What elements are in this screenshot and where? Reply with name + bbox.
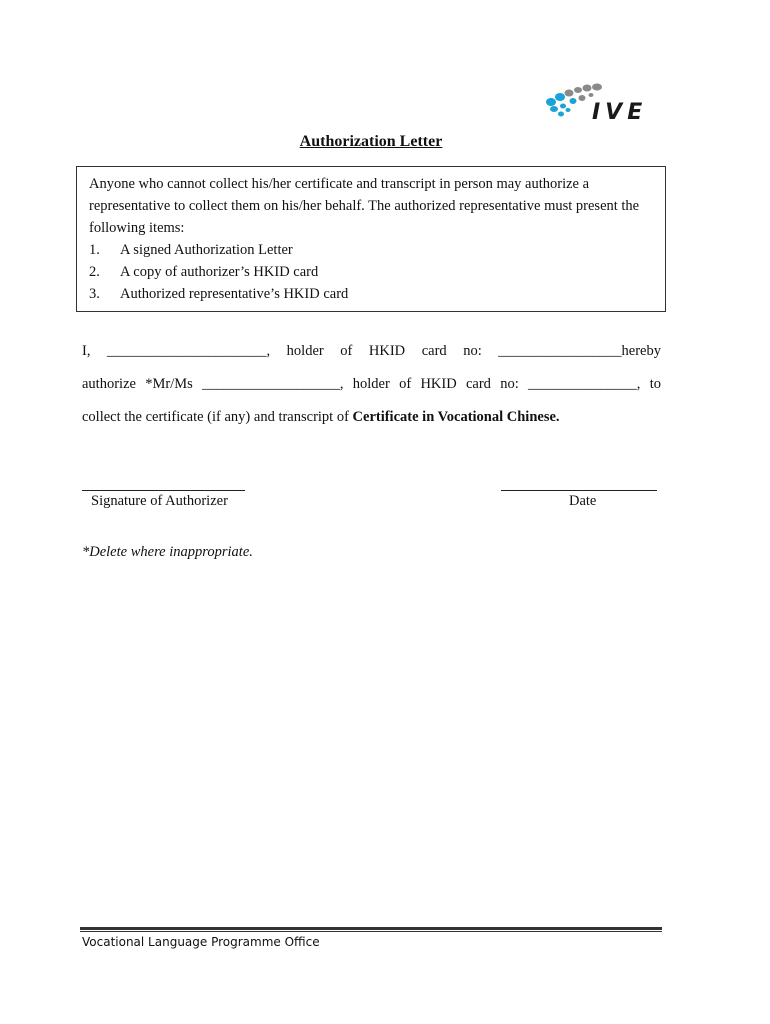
delete-note: *Delete where inappropriate. <box>82 544 253 560</box>
footer-divider <box>80 927 662 930</box>
footer-divider-thin <box>80 931 662 932</box>
footer-office: Vocational Language Programme Office <box>82 935 320 949</box>
date-label: Date <box>569 493 597 509</box>
list-item-text: A signed Authorization Letter <box>120 242 293 258</box>
list-item <box>89 239 653 261</box>
purpose-line <box>82 409 661 426</box>
representative-line: authorize *Mr/Ms ___________________, holder of HKID card no: _______________, to <box>82 376 661 392</box>
list-item <box>89 283 653 305</box>
authorizer-signature-label: Signature of Authorizer <box>91 493 228 509</box>
list-item-number: 3. <box>89 286 100 302</box>
instructions-box <box>76 166 666 312</box>
authorizer-line: I, ______________________, holder of HKID card no: _________________hereby <box>82 343 661 359</box>
list-item-number: 2. <box>89 264 100 280</box>
purpose-text: collect the certificate (if any) and transcript of <box>82 409 353 425</box>
logo-text: IVE <box>592 100 648 125</box>
list-item-text: A copy of authorizer’s HKID card <box>120 264 319 280</box>
date-line <box>501 490 657 491</box>
list-item-text: Authorized representative’s HKID card <box>120 286 349 302</box>
page-title: Authorization Letter <box>299 133 443 150</box>
instructions-intro: Anyone who cannot collect his/her certificate and transcript in person may authorize a representative to collect them on his/her behalf. The authorized representative must present the following items: <box>89 176 640 236</box>
programme-name: Certificate in Vocational Chinese. <box>352 409 560 425</box>
list-item <box>89 261 653 283</box>
list-item-number: 1. <box>89 242 100 258</box>
authorizer-signature-line <box>82 490 245 491</box>
